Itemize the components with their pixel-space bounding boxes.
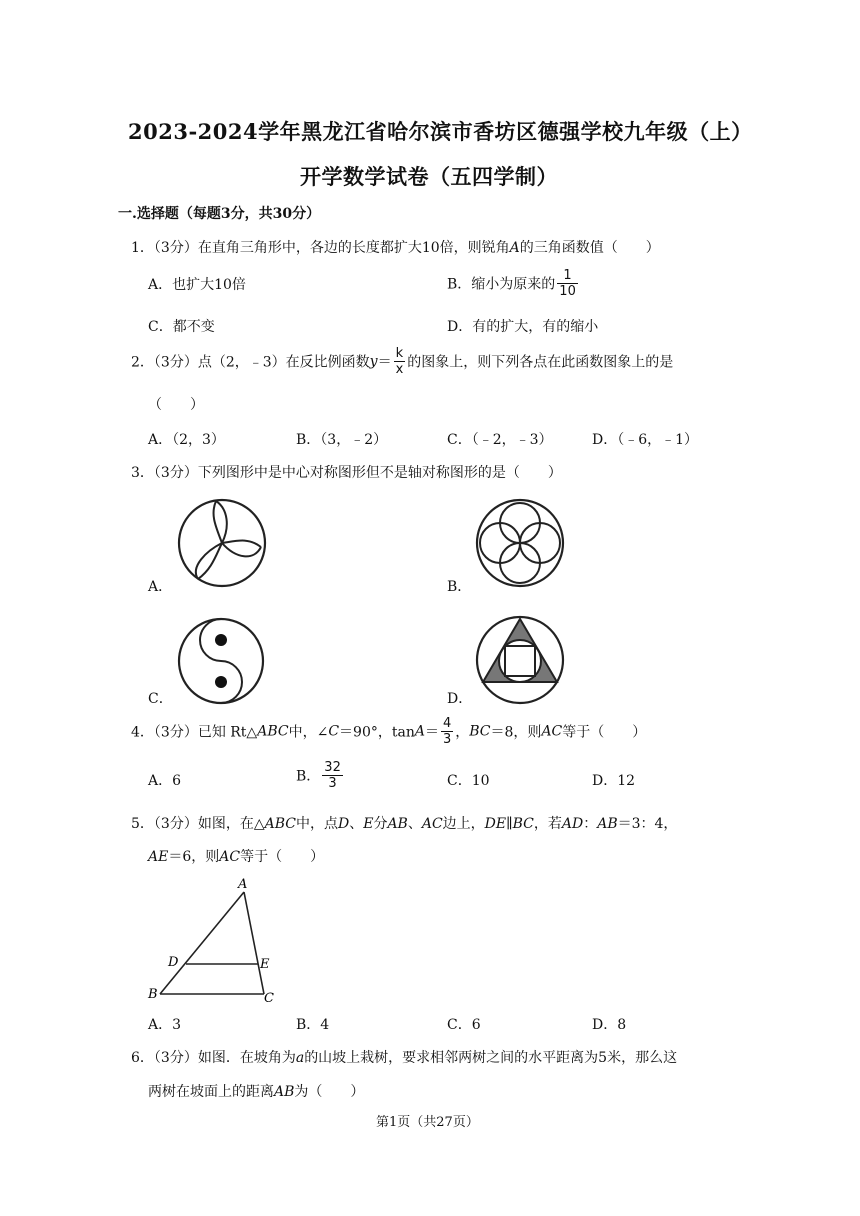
q4-option-c: C．10 [447, 773, 490, 789]
q6-u2: AB [274, 1084, 295, 1100]
q4-p12: 等于（ ） [562, 724, 647, 741]
q6-u3: 为（ ） [294, 1084, 365, 1100]
q4-denominator: 3 [442, 732, 452, 747]
q1-option-d: D．有的扩大，有的缩小 [447, 319, 599, 335]
q5-t15: ，若 [533, 816, 562, 832]
q5-option-c: C．6 [447, 1017, 481, 1033]
q5-t4: D [337, 816, 350, 832]
q5-t9: 、 [407, 816, 422, 832]
q5-t7: 分 [373, 816, 388, 832]
question-2-stem [131, 346, 673, 377]
question-4-stem [131, 716, 646, 747]
q5-t1: 5．（3分）如图，在△ [131, 816, 265, 832]
q4-option-b-fraction [322, 760, 343, 791]
q3-figure-b-four-circles [474, 497, 566, 589]
q4-p2: ABC [257, 723, 289, 740]
q2-option-c: C．（﹣2，﹣3） [447, 432, 553, 448]
q4-p9: BC [469, 723, 491, 740]
q5-option-b: B．4 [296, 1017, 330, 1033]
q6-t2: a [295, 1050, 305, 1066]
q3-figure-c-yin-yang [176, 616, 266, 706]
q5-t3: 中，点 [295, 816, 338, 832]
fig-label-a: A [238, 877, 248, 892]
q1-option-b-fraction [557, 268, 578, 299]
q5-u4: 等于（ ） [240, 849, 325, 865]
q5-u2: ＝6，则 [168, 849, 220, 865]
q4-p7: ＝ [424, 724, 439, 741]
q4-option-d: D．12 [592, 773, 636, 789]
q2-stem-line2: （ ） [148, 397, 204, 413]
q3-option-d-label: D． [447, 691, 473, 707]
q5-t14: BC [512, 816, 534, 832]
page-title-line2: 开学数学试卷（五四学制） [300, 164, 558, 189]
q1-option-a: A．也扩大10倍 [148, 277, 246, 293]
q1-stem-after: 的三角函数值（ ） [519, 240, 660, 256]
fig-label-b: B [148, 987, 158, 1002]
question-6-stem-line2 [148, 1081, 364, 1101]
q4-p10: ＝8，则 [490, 724, 542, 741]
fig-label-e: E [260, 957, 270, 972]
q5-t12: DE [484, 816, 507, 832]
question-1-stem [131, 237, 660, 257]
question-5-stem-line2 [148, 846, 324, 866]
q2-denominator: x [395, 362, 404, 377]
q5-t18: AB [597, 816, 618, 832]
page-footer: 第1页（共27页） [376, 1115, 479, 1130]
q2-stem-eq: ＝ [377, 354, 392, 371]
q5-u3: AC [219, 849, 241, 865]
q2-stem-before: 2．（3分）点（2，﹣3）在反比例函数 [131, 354, 370, 371]
q4-option-a: A．6 [148, 773, 182, 789]
q1-option-b-prefix: B．缩小为原来的 [447, 276, 556, 293]
q5-t13: ∥ [506, 816, 513, 832]
q4-option-b-prefix: B． [296, 768, 321, 785]
q5-option-a: A．3 [148, 1017, 182, 1033]
q5-t5: 、 [349, 816, 364, 832]
q4-p11: AC [541, 723, 563, 740]
q5-t8: AB [387, 816, 408, 832]
question-6-stem-line1 [131, 1047, 677, 1067]
q3-figure-d-triangle-square [474, 614, 566, 706]
q1-stem-before: 1．（3分）在直角三角形中，各边的长度都扩大10倍，则锐角 [131, 240, 510, 256]
q5-t6: E [363, 816, 374, 832]
q2-stem-after: 的图象上，则下列各点在此函数图象上的是 [407, 354, 674, 371]
q2-option-a: A．（2，3） [148, 432, 225, 448]
q5-triangle-figure [146, 876, 286, 1004]
q4-p1: 4．（3分）已知 Rt△ [131, 724, 258, 741]
q6-u1: 两树在坡面上的距离 [148, 1084, 274, 1100]
q6-t3: 的山坡上栽树，要求相邻两树之间的水平距离为5米，那么这 [304, 1050, 678, 1066]
q5-t2: ABC [264, 816, 296, 832]
q3-option-a-label: A． [148, 579, 173, 595]
q5-t16: AD [561, 816, 584, 832]
fig-label-d: D [168, 955, 179, 970]
q5-option-d: D．8 [592, 1017, 627, 1033]
q5-t10: AC [421, 816, 443, 832]
q2-fraction [394, 346, 406, 377]
q5-t19: ＝3：4， [617, 816, 678, 832]
q4-p4: C [328, 723, 340, 740]
q5-t11: 边上， [442, 816, 485, 832]
q1-option-b [447, 268, 580, 299]
q4-b-numerator: 32 [324, 760, 341, 775]
q5-t17: ： [583, 816, 598, 832]
q1-option-c: C．都不变 [148, 319, 215, 335]
q1-b-numerator: 1 [557, 268, 578, 284]
q5-u1: AE [148, 849, 169, 865]
q4-option-b [296, 760, 345, 791]
question-5-stem-line1 [131, 813, 677, 833]
q4-p6: A [414, 723, 425, 740]
q4-fraction [441, 716, 453, 747]
fig-label-c: C [264, 991, 274, 1006]
q4-b-denominator: 3 [328, 776, 337, 791]
q1-b-denominator: 10 [559, 284, 576, 299]
q2-stem-var: y [369, 353, 378, 370]
page-title-line1: 2023-2024学年黑龙江省哈尔滨市香坊区德强学校九年级（上） [128, 119, 753, 144]
q2-option-d: D．（﹣6，﹣1） [592, 432, 699, 448]
q4-p8: ， [455, 724, 470, 741]
question-3-stem: 3．（3分）下列图形中是中心对称图形但不是轴对称图形的是（ ） [131, 465, 562, 481]
section-heading: 一.选择题（每题3分，共30分） [118, 206, 321, 222]
q6-t1: 6．（3分）如图．在坡角为 [131, 1050, 296, 1066]
q4-p5: ＝90°，tan [339, 724, 415, 741]
q4-numerator: 4 [442, 716, 452, 731]
q2-numerator: k [394, 346, 406, 362]
q3-figure-a-swirl [176, 497, 268, 589]
q2-option-b: B．（3，﹣2） [296, 432, 388, 448]
q4-p3: 中，∠ [288, 724, 329, 741]
q1-stem-var: A [509, 240, 520, 256]
q3-option-c-label: C． [148, 691, 173, 707]
q3-option-b-label: B． [447, 579, 472, 595]
